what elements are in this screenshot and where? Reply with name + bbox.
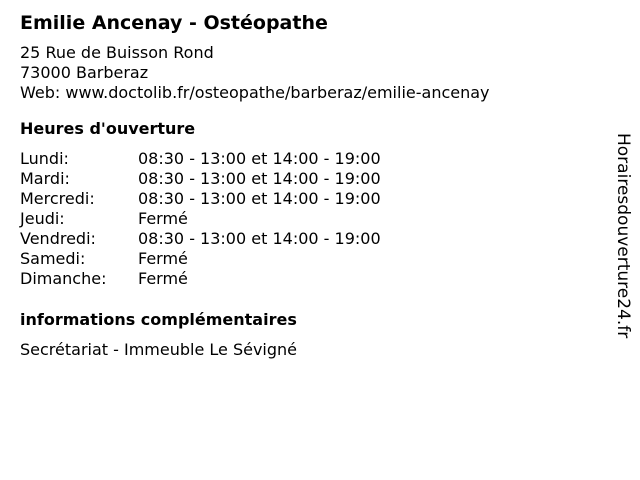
day-label: Samedi: [20,249,86,268]
additional-info-heading: informations complémentaires [20,310,297,329]
day-label: Mercredi: [20,189,95,208]
hours-value: 08:30 - 13:00 et 14:00 - 19:00 [138,169,381,188]
opening-hours-table [20,149,600,289]
day-label: Dimanche: [20,269,107,288]
hours-value: Fermé [138,249,188,268]
website-line: Web: www.doctolib.fr/osteopathe/barberaz/emilie-ancenay [20,83,490,102]
hours-row-thursday [20,209,600,229]
hours-value: 08:30 - 13:00 et 14:00 - 19:00 [138,229,381,248]
hours-value: Fermé [138,209,188,228]
address-block [20,43,600,103]
additional-info-text: Secrétariat - Immeuble Le Sévigné [20,340,298,359]
opening-hours-heading: Heures d'ouverture [20,119,196,138]
hours-row-saturday [20,249,600,269]
hours-value: 08:30 - 13:00 et 14:00 - 19:00 [138,189,381,208]
day-label: Jeudi: [20,209,65,228]
day-label: Mardi: [20,169,70,188]
day-label: Vendredi: [20,229,96,248]
hours-row-friday [20,229,600,249]
hours-row-wednesday [20,189,600,209]
hours-value: Fermé [138,269,188,288]
day-label: Lundi: [20,149,69,168]
hours-row-sunday [20,269,600,289]
hours-row-tuesday [20,169,600,189]
city-address: 73000 Barberaz [20,63,149,82]
street-address: 25 Rue de Buisson Rond [20,43,214,62]
hours-value: 08:30 - 13:00 et 14:00 - 19:00 [138,149,381,168]
hours-row-monday [20,149,600,169]
site-watermark: Horairesdouverture24.fr [613,133,633,339]
page-title: Emilie Ancenay - Ostéopathe [20,12,328,34]
listing-content [20,11,600,360]
